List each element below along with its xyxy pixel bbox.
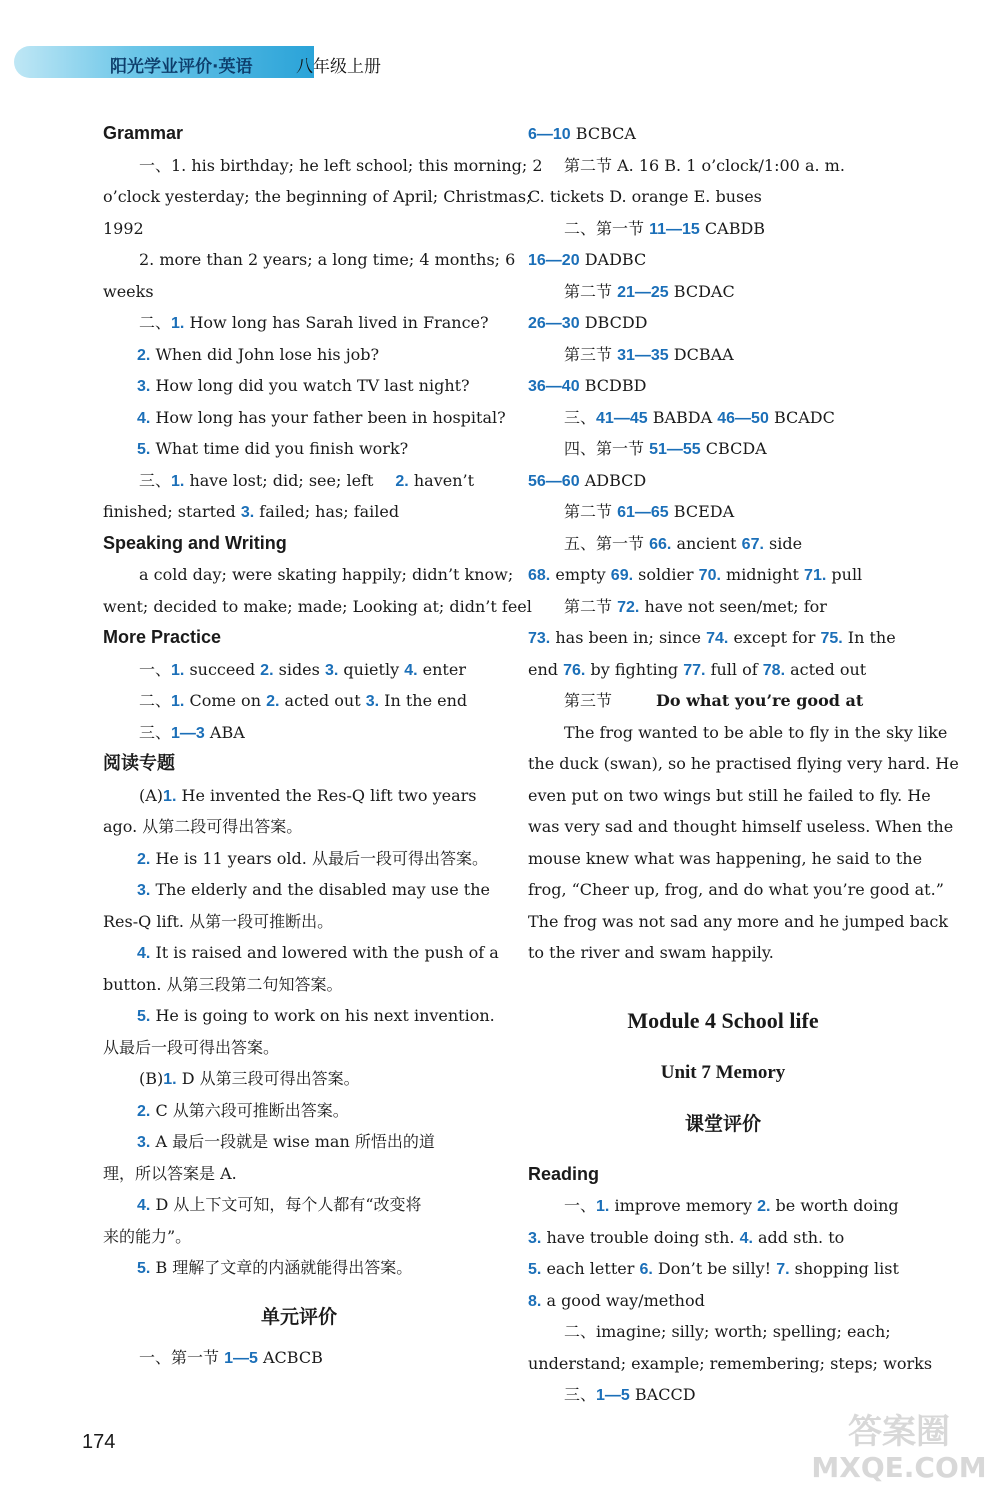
answer-line: button. 从第三段第二句知答案。 xyxy=(103,974,343,994)
answer-line: 3. A 最后一段就是 wise man 所悟出的道 xyxy=(137,1132,435,1151)
answer-line: 二、第一节 11—15 CABDB xyxy=(564,218,766,238)
watermark-logo: 答案圈 MXQE.COM xyxy=(811,1412,987,1484)
answer-line: 5. What time did you finish work? xyxy=(137,439,409,458)
answer-line: Res-Q lift. 从第一段可推断出。 xyxy=(103,911,334,931)
more-practice-heading: More Practice xyxy=(103,627,222,647)
answer-line: 3. The elderly and the disabled may use the xyxy=(137,880,490,899)
answer-line: 第三节 Do what you’re good at xyxy=(564,691,864,710)
answer-line: 一、1. his birthday; he left school; this morning; 2 xyxy=(139,155,543,175)
essay-line: to the river and swam happily. xyxy=(528,943,774,962)
essay-title: Do what you’re good at xyxy=(656,691,864,710)
answer-line: 36—40 BCDBD xyxy=(528,376,647,395)
answer-line: 5. each letter 6. Don’t be silly! 7. shopping list xyxy=(528,1259,899,1278)
answer-line: 第二节 A. 16 B. 1 o’clock/1:00 a. m. xyxy=(564,155,845,175)
answer-line: 理，所以答案是 A. xyxy=(103,1163,237,1183)
answer-line: 一、1. succeed 2. sides 3. quietly 4. enter xyxy=(139,659,466,679)
answer-line: 第二节 61—65 BCEDA xyxy=(564,502,735,521)
book-title: 阳光学业评价·英语 xyxy=(110,57,253,77)
answer-line: 第三节 31—35 DCBAA xyxy=(564,344,734,364)
grammar-heading: Grammar xyxy=(103,123,184,143)
speaking-writing-heading: Speaking and Writing xyxy=(103,532,287,553)
answer-line: understand; example; remembering; steps; works xyxy=(528,1353,933,1373)
answer-line: 4. It is raised and lowered with the push of a xyxy=(137,943,499,962)
answer-line: 二、1. Come on 2. acted out 3. In the end xyxy=(139,691,468,710)
page-header xyxy=(0,40,420,84)
reading-heading: Reading xyxy=(528,1163,600,1184)
grade-label: 八年级上册 xyxy=(296,57,381,77)
unit-title: Unit 7 Memory xyxy=(660,1061,786,1083)
answer-line: 4. How long has your father been in hospital? xyxy=(137,407,506,427)
answer-line: 三、1—5 BACCD xyxy=(564,1385,696,1404)
essay-line: the duck (swan), so he practised flying very hard. He xyxy=(528,754,959,773)
essay-line: frog, “Cheer up, frog, and do what you’re good at.” xyxy=(528,880,944,899)
answer-line: 二、1. How long has Sarah lived in France? xyxy=(139,313,489,332)
page-number: 174 xyxy=(82,1431,116,1453)
answer-line: 三、1. have lost; did; see; left 2. haven’t xyxy=(139,470,475,490)
essay-line: The frog wanted to be able to fly in the sky like xyxy=(564,722,948,742)
answer-line: 三、41—45 BABDA 46—50 BCADC xyxy=(564,407,835,427)
class-eval-heading: 课堂评价 xyxy=(684,1113,761,1135)
right-column xyxy=(528,118,959,1411)
answer-line: 一、1. improve memory 2. be worth doing xyxy=(564,1196,899,1215)
answer-line: 2. When did John lose his job? xyxy=(137,344,380,364)
essay-line: The frog was not sad any more and he jumped back xyxy=(528,911,949,931)
module-title: Module 4 School life xyxy=(627,1007,819,1033)
answer-line: finished; started 3. failed; has; failed xyxy=(103,502,400,521)
answer-line: 5. He is going to work on his next invention. xyxy=(137,1006,495,1025)
answer-line: 73. has been in; since 74. except for 75. In the xyxy=(528,628,896,647)
essay-line: even put on two wings but still he failed to fly. He xyxy=(528,785,931,805)
answer-line: 来的能力”。 xyxy=(103,1226,192,1246)
answer-line: 五、第一节 66. ancient 67. side xyxy=(564,533,803,553)
answer-line: went; decided to make; made; Looking at; didn’t feel xyxy=(103,596,532,616)
answer-line: (B)1. D 从第三段可得出答案。 xyxy=(139,1069,360,1088)
unit-eval-heading: 单元评价 xyxy=(260,1306,337,1328)
answer-line: 3. have trouble doing sth. 4. add sth. to xyxy=(528,1227,845,1247)
answer-line: 2. more than 2 years; a long time; 4 months; 6 xyxy=(139,250,516,269)
answer-line: 第二节 21—25 BCDAC xyxy=(564,281,735,301)
left-column xyxy=(103,118,543,1373)
answer-line: 3. How long did you watch TV last night? xyxy=(137,376,470,395)
essay-line: mouse knew what was happening, he said to the xyxy=(528,848,923,868)
answer-line: 5. B 理解了文章的内涵就能得出答案。 xyxy=(137,1258,413,1277)
answer-line: 68. empty 69. soldier 70. midnight 71. pull xyxy=(528,565,863,584)
answer-line: (A)1. He invented the Res-Q lift two years xyxy=(139,785,477,805)
answer-line: 4. D 从上下文可知，每个人都有“改变将 xyxy=(137,1195,422,1214)
answer-line: 6—10 BCBCA xyxy=(528,124,636,143)
answer-line: 三、1—3 ABA xyxy=(139,722,245,742)
answer-line: 1992 xyxy=(103,218,144,238)
answer-line: 16—20 DADBC xyxy=(528,250,647,269)
answer-line: a cold day; were skating happily; didn’t know; xyxy=(139,565,514,584)
answer-line: C. tickets D. orange E. buses xyxy=(528,187,762,206)
answer-line: end 76. by fighting 77. full of 78. acted out xyxy=(528,659,867,679)
answer-line: 第二节 72. have not seen/met; for xyxy=(564,596,827,616)
answer-line: 四、第一节 51—55 CBCDA xyxy=(564,439,767,458)
answer-line: 2. He is 11 years old. 从最后一段可得出答案。 xyxy=(137,848,488,868)
answer-line: 一、第一节 1—5 ACBCB xyxy=(139,1347,323,1367)
answer-line: 2. C 从第六段可推断出答案。 xyxy=(137,1100,349,1120)
reading-topic-heading: 阅读专题 xyxy=(103,753,175,773)
answer-line: 从最后一段可得出答案。 xyxy=(103,1037,280,1057)
answer-line: 56—60 ADBCD xyxy=(528,470,647,490)
answer-line: 8. a good way/method xyxy=(528,1290,705,1310)
answer-line: 26—30 DBCDD xyxy=(528,313,648,332)
answer-line: ago. 从第二段可得出答案。 xyxy=(103,817,303,836)
essay-line: was very sad and thought himself useless. When the xyxy=(528,817,954,836)
answer-line: o’clock yesterday; the beginning of April; Christmas; xyxy=(103,187,532,206)
answer-line: weeks xyxy=(103,281,154,301)
answer-line: 二、imagine; silly; worth; spelling; each; xyxy=(564,1322,891,1341)
